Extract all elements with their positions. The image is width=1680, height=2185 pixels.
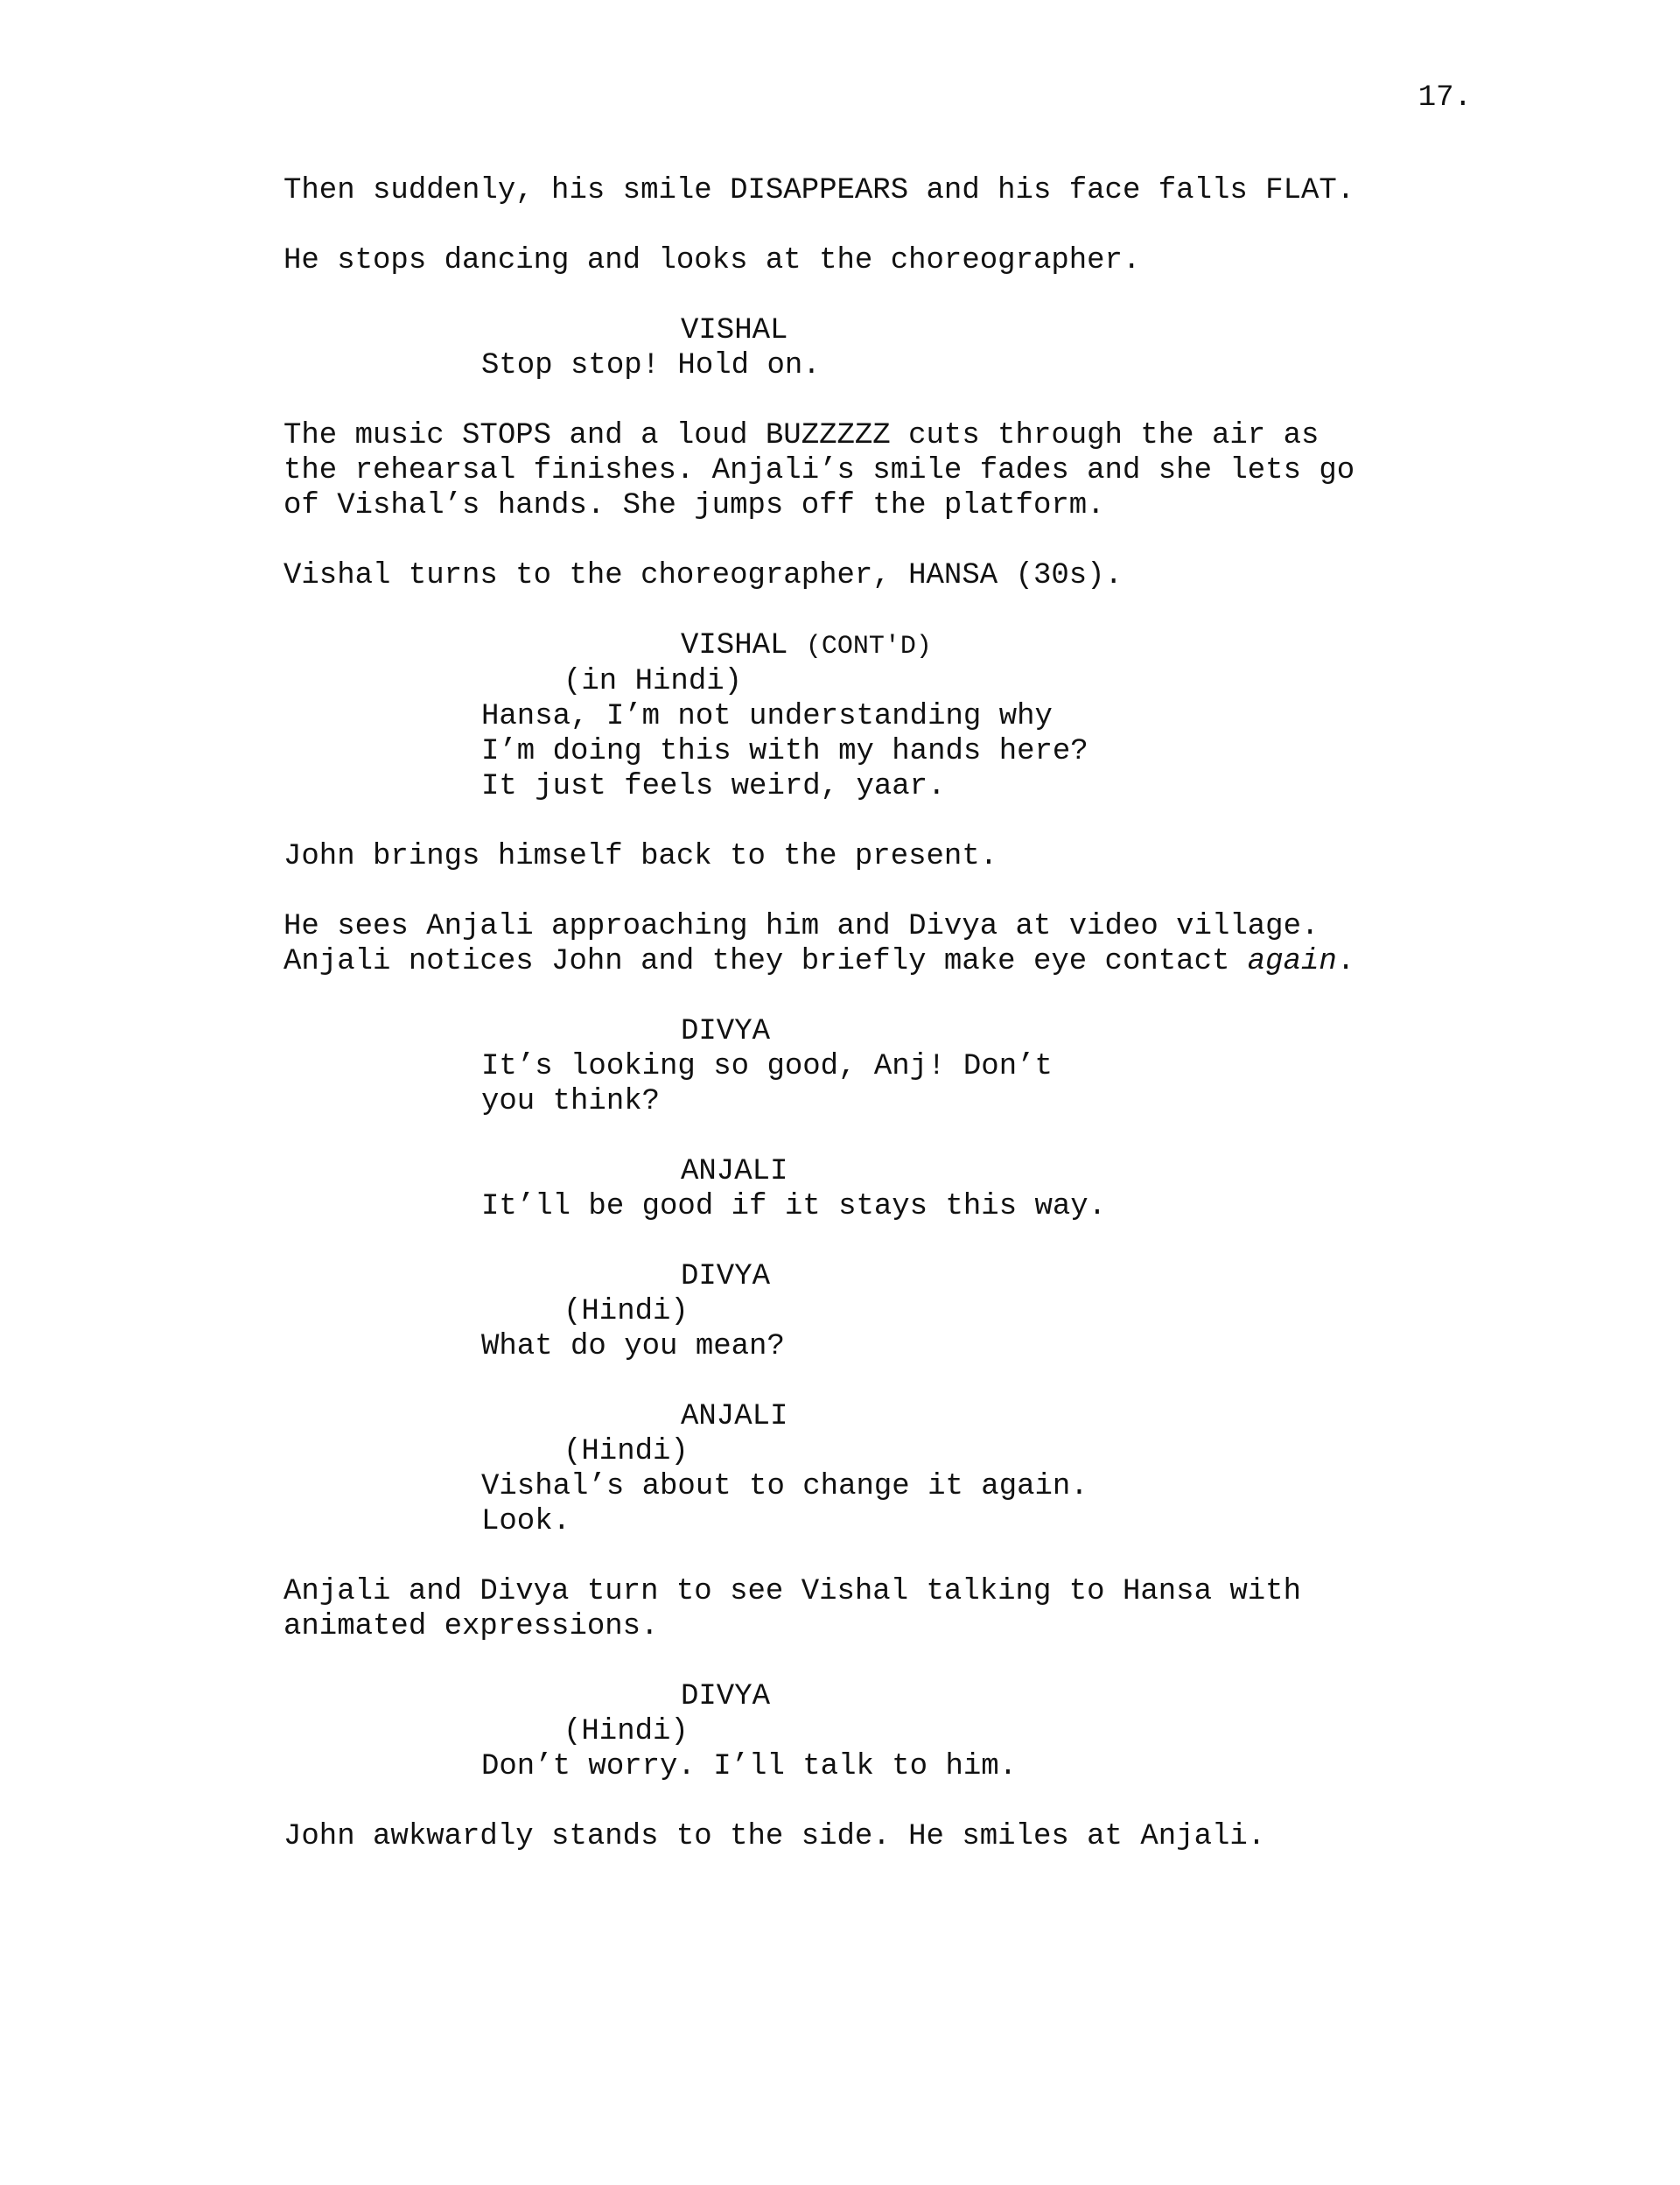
character-name: VISHAL <box>681 314 788 347</box>
dialogue-text: Don’t worry. I’ll talk to him. <box>481 1750 1018 1783</box>
dialogue-block-divya <box>284 1679 1526 1784</box>
script-body <box>284 173 1526 1889</box>
character-name: DIVYA <box>681 1260 771 1293</box>
dialogue-text: It’s looking so good, Anj! Don’t you think? <box>481 1050 1053 1118</box>
parenthetical: (in Hindi) <box>564 665 743 698</box>
dialogue-block-anjali <box>284 1399 1526 1539</box>
character-name: DIVYA <box>681 1015 771 1048</box>
parenthetical: (Hindi) <box>564 1435 689 1468</box>
dialogue-text: What do you mean? <box>481 1330 785 1363</box>
character-cue <box>681 628 1526 664</box>
character-name: VISHAL <box>681 629 788 662</box>
emphasis-text: again <box>1247 945 1337 978</box>
action-line: He stops dancing and looks at the choreographer. <box>284 244 1141 277</box>
page-number: 17. <box>1418 81 1472 115</box>
character-extension: (CONT'D) <box>805 632 932 662</box>
action-line: Vishal turns to the choreographer, HANSA (30s). <box>284 559 1123 592</box>
action-line: John brings himself back to the present. <box>284 840 998 873</box>
dialogue-text: It’ll be good if it stays this way. <box>481 1190 1107 1223</box>
dialogue-block-divya <box>284 1259 1526 1364</box>
parenthetical: (Hindi) <box>564 1715 689 1748</box>
action-line: Then suddenly, his smile DISAPPEARS and his face falls FLAT. <box>284 174 1355 207</box>
action-line: The music STOPS and a loud BUZZZZZ cuts through the air as the rehearsal finishes. Anjali’s smile fades and she lets go of Vishal’s hands. She jumps off the platform. <box>284 419 1355 522</box>
dialogue-text: Hansa, I’m not understanding why I’m doing this with my hands here? It just feels weird, yaar. <box>481 700 1088 803</box>
action-line: John awkwardly stands to the side. He smiles at Anjali. <box>284 1820 1266 1853</box>
action-text: He sees Anjali approaching him and Divya at video village. Anjali notices John and they briefly make eye contact <box>284 910 1320 978</box>
dialogue-block-vishal <box>284 313 1526 383</box>
character-name: ANJALI <box>681 1400 788 1433</box>
dialogue-block-divya <box>284 1014 1526 1119</box>
dialogue-text: Stop stop! Hold on. <box>481 349 821 382</box>
character-name: ANJALI <box>681 1155 788 1188</box>
dialogue-text: Vishal’s about to change it again. Look. <box>481 1470 1088 1538</box>
dialogue-block-anjali <box>284 1154 1526 1224</box>
action-text-end: . <box>1336 945 1355 978</box>
character-name: DIVYA <box>681 1680 771 1713</box>
action-line: Anjali and Divya turn to see Vishal talking to Hansa with animated expressions. <box>284 1575 1301 1643</box>
action-line-with-emphasis <box>284 909 1438 979</box>
parenthetical: (Hindi) <box>564 1295 689 1328</box>
dialogue-block-vishal-contd <box>284 628 1526 804</box>
